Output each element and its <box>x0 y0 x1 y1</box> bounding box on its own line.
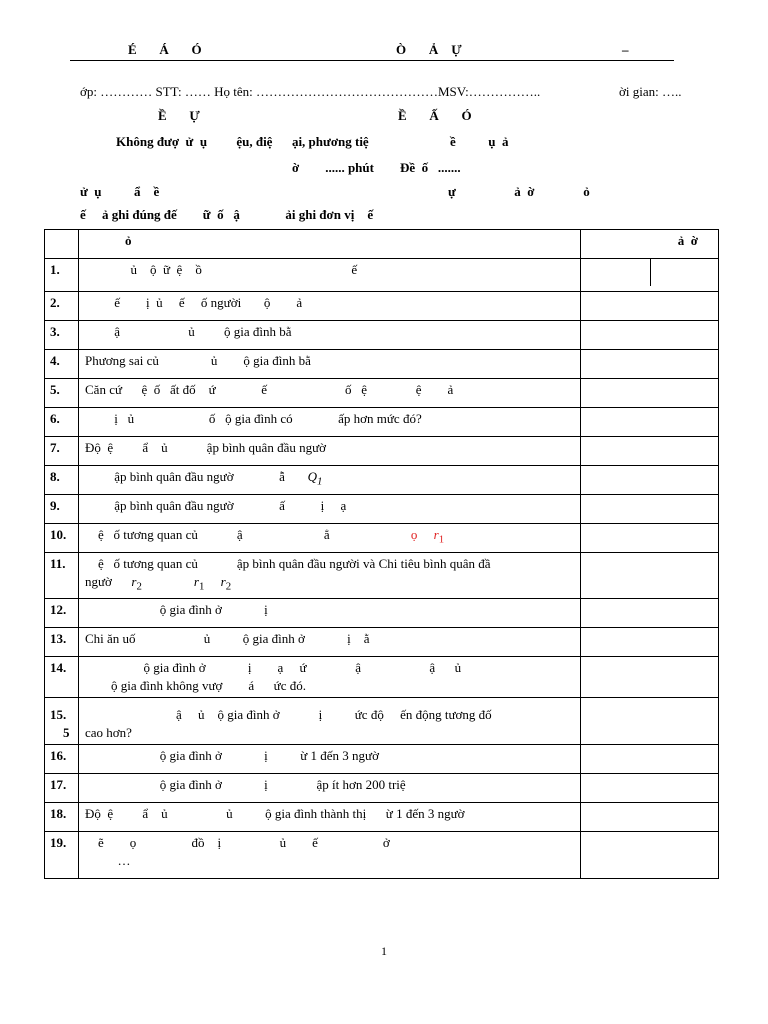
header-question-cell: ỏ <box>79 230 581 259</box>
answer-cell[interactable] <box>581 697 719 744</box>
answer-cell[interactable] <box>581 553 719 599</box>
answer-cell[interactable] <box>581 773 719 802</box>
q1-symbol: $Q_1$ <box>307 469 323 488</box>
row-number: 9. <box>45 495 79 524</box>
question-text: ậ ủ ộ gia đình ở ị ức độ ến động tương đố cao hơn? <box>79 697 581 744</box>
answer-cell[interactable] <box>581 437 719 466</box>
question-text <box>79 553 581 599</box>
header-answer-cell: ả ờ <box>581 230 719 259</box>
answer-cell[interactable] <box>581 524 719 553</box>
row-number: 4. <box>45 350 79 379</box>
question-text: ộ gia đình ở ị <box>79 598 581 627</box>
page-number: 1 <box>381 944 387 958</box>
question-text: ậ ủ ộ gia đình bằ <box>79 321 581 350</box>
question-text: ẽ ọ đồ ị ủ ế ở … <box>79 831 581 878</box>
row-number: 19. <box>45 831 79 878</box>
answer-subcell[interactable] <box>581 259 651 286</box>
table-row <box>45 627 719 656</box>
row-number: 8. <box>45 466 79 495</box>
row-number: 12. <box>45 598 79 627</box>
table-row <box>45 466 719 495</box>
answer-cell[interactable] <box>581 292 719 321</box>
question-text: ủ ộ ữ ệ ồ ế <box>79 259 581 292</box>
row-number: 17. <box>45 773 79 802</box>
answer-cell[interactable] <box>581 831 719 878</box>
table-row <box>45 744 719 773</box>
question-text: ị ủ ố ộ gia đình có ấp hơn mức đó? <box>79 408 581 437</box>
student-info-line: ớp: ………… STT: …… Họ tên: ……………………………………MSV:…………….. <box>80 84 541 99</box>
row-number: 14. <box>45 656 79 697</box>
question-text: ộ gia đình ở ị ừ 1 đến 3 ngườ <box>79 744 581 773</box>
table-row <box>45 553 719 599</box>
answer-cell[interactable] <box>581 598 719 627</box>
instruction-line-1: ử ụ ẩ ề <box>80 184 160 199</box>
question-text <box>79 466 581 495</box>
table-row <box>45 379 719 408</box>
row-number: 15. 5 <box>45 697 79 744</box>
question-text-part: ệ ố tương quan củ ậ ẳ <box>85 527 330 542</box>
answer-cell[interactable] <box>581 495 719 524</box>
answer-cell[interactable] <box>581 350 719 379</box>
table-row <box>45 802 719 831</box>
table-row <box>45 598 719 627</box>
section-title-right: Ề Ấ Ó <box>398 108 472 123</box>
exam-title-mid: Ò Ả Ự <box>396 42 462 57</box>
rules-line: Không đượ ử ụ ệu, điệ ại, phương tiệ ề ụ ả <box>116 134 509 149</box>
table-row <box>45 321 719 350</box>
time-label: ời gian: ….. <box>619 84 682 99</box>
instruction-line-2: ế ả ghi đúng đế ữ ố ậ ải ghi đơn vị ế <box>80 207 374 222</box>
question-text: Căn cứ ệ ố ất đố ứ ế ố ệ ệ ả <box>79 379 581 408</box>
question-text: Độ ệ ẩ ủ ập bình quân đầu ngườ <box>79 437 581 466</box>
section-title-left: Ề Ự <box>158 108 200 123</box>
table-row <box>45 773 719 802</box>
table-row <box>45 656 719 697</box>
question-text-part: ệ ố tương quan củ ập bình quân đầu người và Chi tiêu bình quân đầ ngườ <box>85 556 491 589</box>
answer-cell[interactable] <box>581 466 719 495</box>
exam-title-dash: – <box>622 42 629 57</box>
table-row <box>45 350 719 379</box>
answer-cell[interactable] <box>581 656 719 697</box>
red-annotation: ọ $r_1$ <box>410 527 445 546</box>
question-text: ập bình quân đầu ngườ ấ ị ạ <box>79 495 581 524</box>
table-row <box>45 524 719 553</box>
row-number: 2. <box>45 292 79 321</box>
row-number: 16. <box>45 744 79 773</box>
answer-cell[interactable] <box>581 379 719 408</box>
answer-cell[interactable] <box>581 802 719 831</box>
table-row <box>45 292 719 321</box>
question-text: Độ ệ ẩ ủ ủ ộ gia đình thành thị ừ 1 đến 3 ngườ <box>79 802 581 831</box>
row-number: 11. <box>45 553 79 599</box>
answer-cell[interactable] <box>581 408 719 437</box>
row-number: 5. <box>45 379 79 408</box>
duration-line: ờ ...... phút Đề ố ....... <box>292 160 461 175</box>
table-header-row <box>45 230 719 259</box>
table-row <box>45 408 719 437</box>
row-number: 6. <box>45 408 79 437</box>
row-number: 13. <box>45 627 79 656</box>
answer-cell[interactable] <box>581 627 719 656</box>
question-text: ộ gia đình ở ị ạ ứ ậ ậ ủ ộ gia đình không vượ á ức đó. <box>79 656 581 697</box>
row-number: 7. <box>45 437 79 466</box>
row-number: 1. <box>45 259 79 292</box>
question-text: ộ gia đình ở ị ập ít hơn 200 triệ <box>79 773 581 802</box>
answer-cell[interactable] <box>581 321 719 350</box>
answer-cell[interactable] <box>581 744 719 773</box>
table-row <box>45 697 719 744</box>
table-row <box>45 437 719 466</box>
row-number: 3. <box>45 321 79 350</box>
table-row <box>45 259 719 292</box>
header-num-cell <box>45 230 79 259</box>
question-text <box>79 524 581 553</box>
question-text: Phương sai củ ủ ộ gia đình bằ <box>79 350 581 379</box>
answer-cell[interactable] <box>581 259 719 292</box>
question-text: ế ị ủ ế ố người ộ ả <box>79 292 581 321</box>
instruction-line-1-right: ự ả ờ ỏ <box>448 184 590 199</box>
table-row <box>45 831 719 878</box>
row-number: 18. <box>45 802 79 831</box>
row-number: 10. <box>45 524 79 553</box>
table-row <box>45 495 719 524</box>
question-text: Chi ăn uố ủ ộ gia đình ở ị ằ <box>79 627 581 656</box>
r-symbols: $r_2$ $r_1$ $r_2$ <box>131 574 232 593</box>
question-table <box>44 229 719 879</box>
title-underline <box>70 60 674 61</box>
question-text-part: ập bình quân đầu ngườ ẫ <box>85 469 285 484</box>
exam-title-left: É Á Ó <box>128 42 202 57</box>
